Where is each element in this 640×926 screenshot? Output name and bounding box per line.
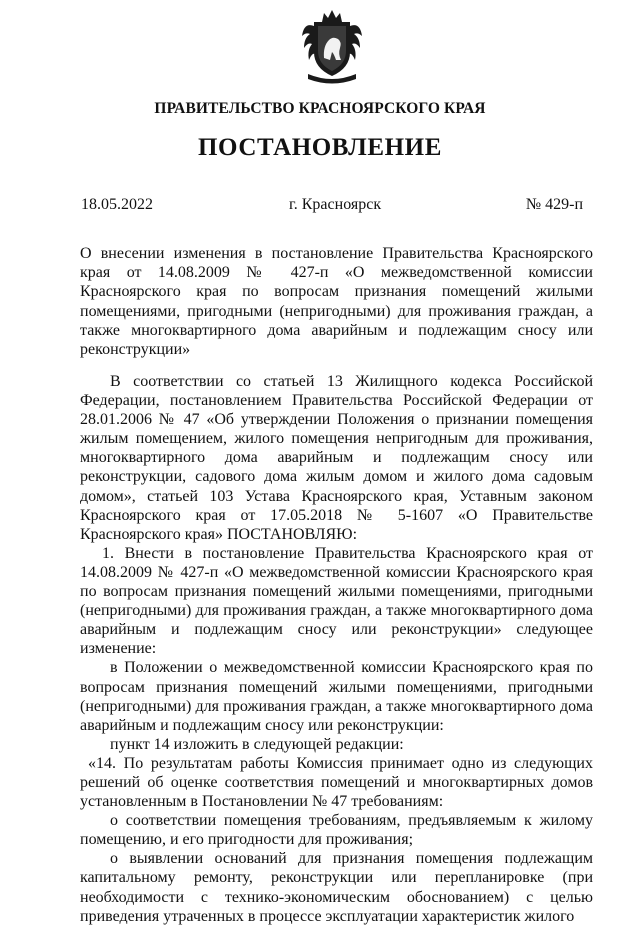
clause-1-paragraph: 1. Внести в постановление Правительства Красноярского края от 14.08.2009 № 427-п «О межведомственной комиссии Красноярского края по вопросам признания помещений жилыми помещениями, пригодными (непригодными) для проживания граждан, а также многоквартирного дома аварийным и подлежащим сносу или реконструкции» следующее изменение: xyxy=(80,544,593,658)
body-paragraph: о соответствии помещения требованиям, предъявляемым к жилому помещению, и его пригодности для проживания; xyxy=(80,812,593,849)
preamble-paragraph: В соответствии со статьей 13 Жилищного кодекса Российской Федерации, постановлением Правительства Российской Федерации от 28.01.2006 № 47 «Об утверждении Положения о признании помещения жилым помещением, жилого помещения непригодным для проживания, многоквартирного дома аварийным и подлежащим сносу или реконструкции, садового дома жилым домом и жилого дома садовым домом», статьей 103 Устава Красноярского края, Уставным законом Красноярского края от 17.05.2018 № 5-1607 «О Правительстве Красноярского края» ПОСТАНОВЛЯЮ: xyxy=(80,373,593,543)
body-paragraph: пункт 14 изложить в следующей редакции: xyxy=(110,735,404,753)
body-paragraph: о выявлении оснований для признания помещения подлежащим капитальному ремонту, реконструкции или перепланировке (при необходимости с технико-экономическим обоснованием) с целью приведения утраченных в процессе эксплуатации характеристик жилого xyxy=(80,850,593,925)
body-paragraph: «14. По результатам работы Комиссия принимает одно из следующих решений об оценке соответствия помещений и многоквартирных домов установленным в Постановлении № 47 требованиям: xyxy=(80,754,593,811)
government-name: ПРАВИТЕЛЬСТВО КРАСНОЯРСКОГО КРАЯ xyxy=(154,100,486,117)
document-subject: О внесении изменения в постановление Правительства Красноярского края от 14.08.2009 № 427-п «О межведомственной комиссии Красноярского края по вопросам признания помещений жилыми помещениями, пригодными (непригодными) для проживания граждан, а также многоквартирного дома аварийным и подлежащим сносу или реконструкции» xyxy=(80,245,593,359)
document-number: № 429-п xyxy=(525,196,583,213)
document-type-title: ПОСТАНОВЛЕНИЕ xyxy=(197,134,443,161)
document-city: г. Красноярск xyxy=(289,196,382,213)
document-body xyxy=(80,372,593,926)
document-date: 18.05.2022 xyxy=(81,196,153,213)
coat-of-arms-icon xyxy=(300,8,364,84)
body-paragraph: в Положении о межведомственной комиссии Красноярского края по вопросам признания помещений жилыми помещениями, пригодными (непригодными) для проживания граждан, а также многоквартирного дома аварийным и подлежащим сносу или реконструкции: xyxy=(80,659,593,734)
